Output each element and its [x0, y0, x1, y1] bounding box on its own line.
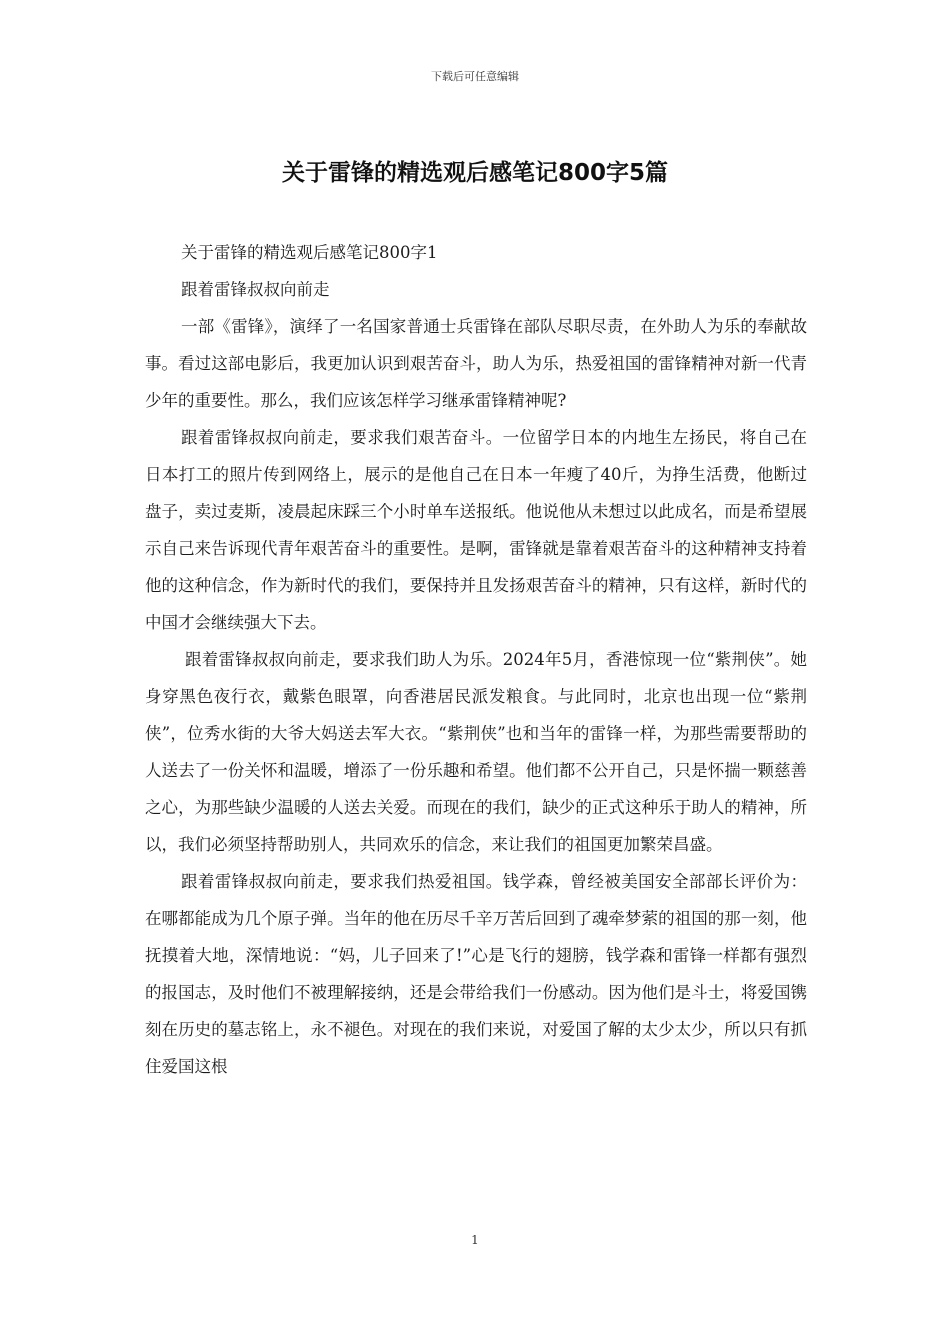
page-number: 1	[471, 1233, 479, 1247]
paragraph-3: 跟着雷锋叔叔向前走，要求我们助人为乐。2024年5月，香港惊现一位“紫荆侠”。她身穿黑色夜行衣，戴紫色眼罩，向香港居民派发粮食。与此同时，北京也出现一位“紫荆侠”，位秀水街的大爷大妈送去军大衣。“紫荆侠”也和当年的雷锋一样，为那些需要帮助的人送去了一份关怀和温暖，增添了一份乐趣和希望。他们都不公开自己，只是怀揣一颗慈善之心，为那些缺少温暖的人送去关爱。而现在的我们，缺少的正式这种乐于助人的精神，所以，我们必须坚持帮助别人，共同欢乐的信念，来让我们的祖国更加繁荣昌盛。	[145, 650, 807, 854]
article-subtitle: 关于雷锋的精选观后感笔记800字1	[181, 243, 438, 262]
paragraph-1: 一部《雷锋》，演绎了一名国家普通士兵雷锋在部队尽职尽责，在外助人为乐的奉献故事。看过这部电影后，我更加认识到艰苦奋斗，助人为乐，热爱祖国的雷锋精神对新一代青少年的重要性。那么，我们应该怎样学习继承雷锋精神呢?	[145, 317, 807, 410]
article-heading: 跟着雷锋叔叔向前走	[181, 280, 330, 299]
download-note: 下载后可任意编辑	[431, 70, 519, 83]
document-body	[145, 234, 807, 1085]
paragraph-4: 跟着雷锋叔叔向前走，要求我们热爱祖国。钱学森，曾经被美国安全部部长评价为：在哪都能成为几个原子弹。当年的他在历尽千辛万苦后回到了魂牵梦萦的祖国的那一刻，他抚摸着大地，深情地说：“妈，儿子回来了!”心是飞行的翅膀，钱学森和雷锋一样都有强烈的报国志，及时他们不被理解接纳，还是会带给我们一份感动。因为他们是斗士，将爱国镌刻在历史的墓志铭上，永不褪色。对现在的我们来说，对爱国了解的太少太少，所以只有抓住爱国这根	[145, 872, 807, 1076]
paragraph-2: 跟着雷锋叔叔向前走，要求我们艰苦奋斗。一位留学日本的内地生左扬民，将自己在日本打工的照片传到网络上，展示的是他自己在日本一年瘦了40斤，为挣生活费，他断过盘子，卖过麦斯，凌晨起床踩三个小时单车送报纸。他说他从未想过以此成名，而是希望展示自己来告诉现代青年艰苦奋斗的重要性。是啊，雷锋就是靠着艰苦奋斗的这种精神支持着他的这种信念，作为新时代的我们，要保持并且发扬艰苦奋斗的精神，只有这样，新时代的中国才会继续强大下去。	[145, 428, 807, 632]
document-title: 关于雷锋的精选观后感笔记800字5篇	[281, 160, 668, 186]
